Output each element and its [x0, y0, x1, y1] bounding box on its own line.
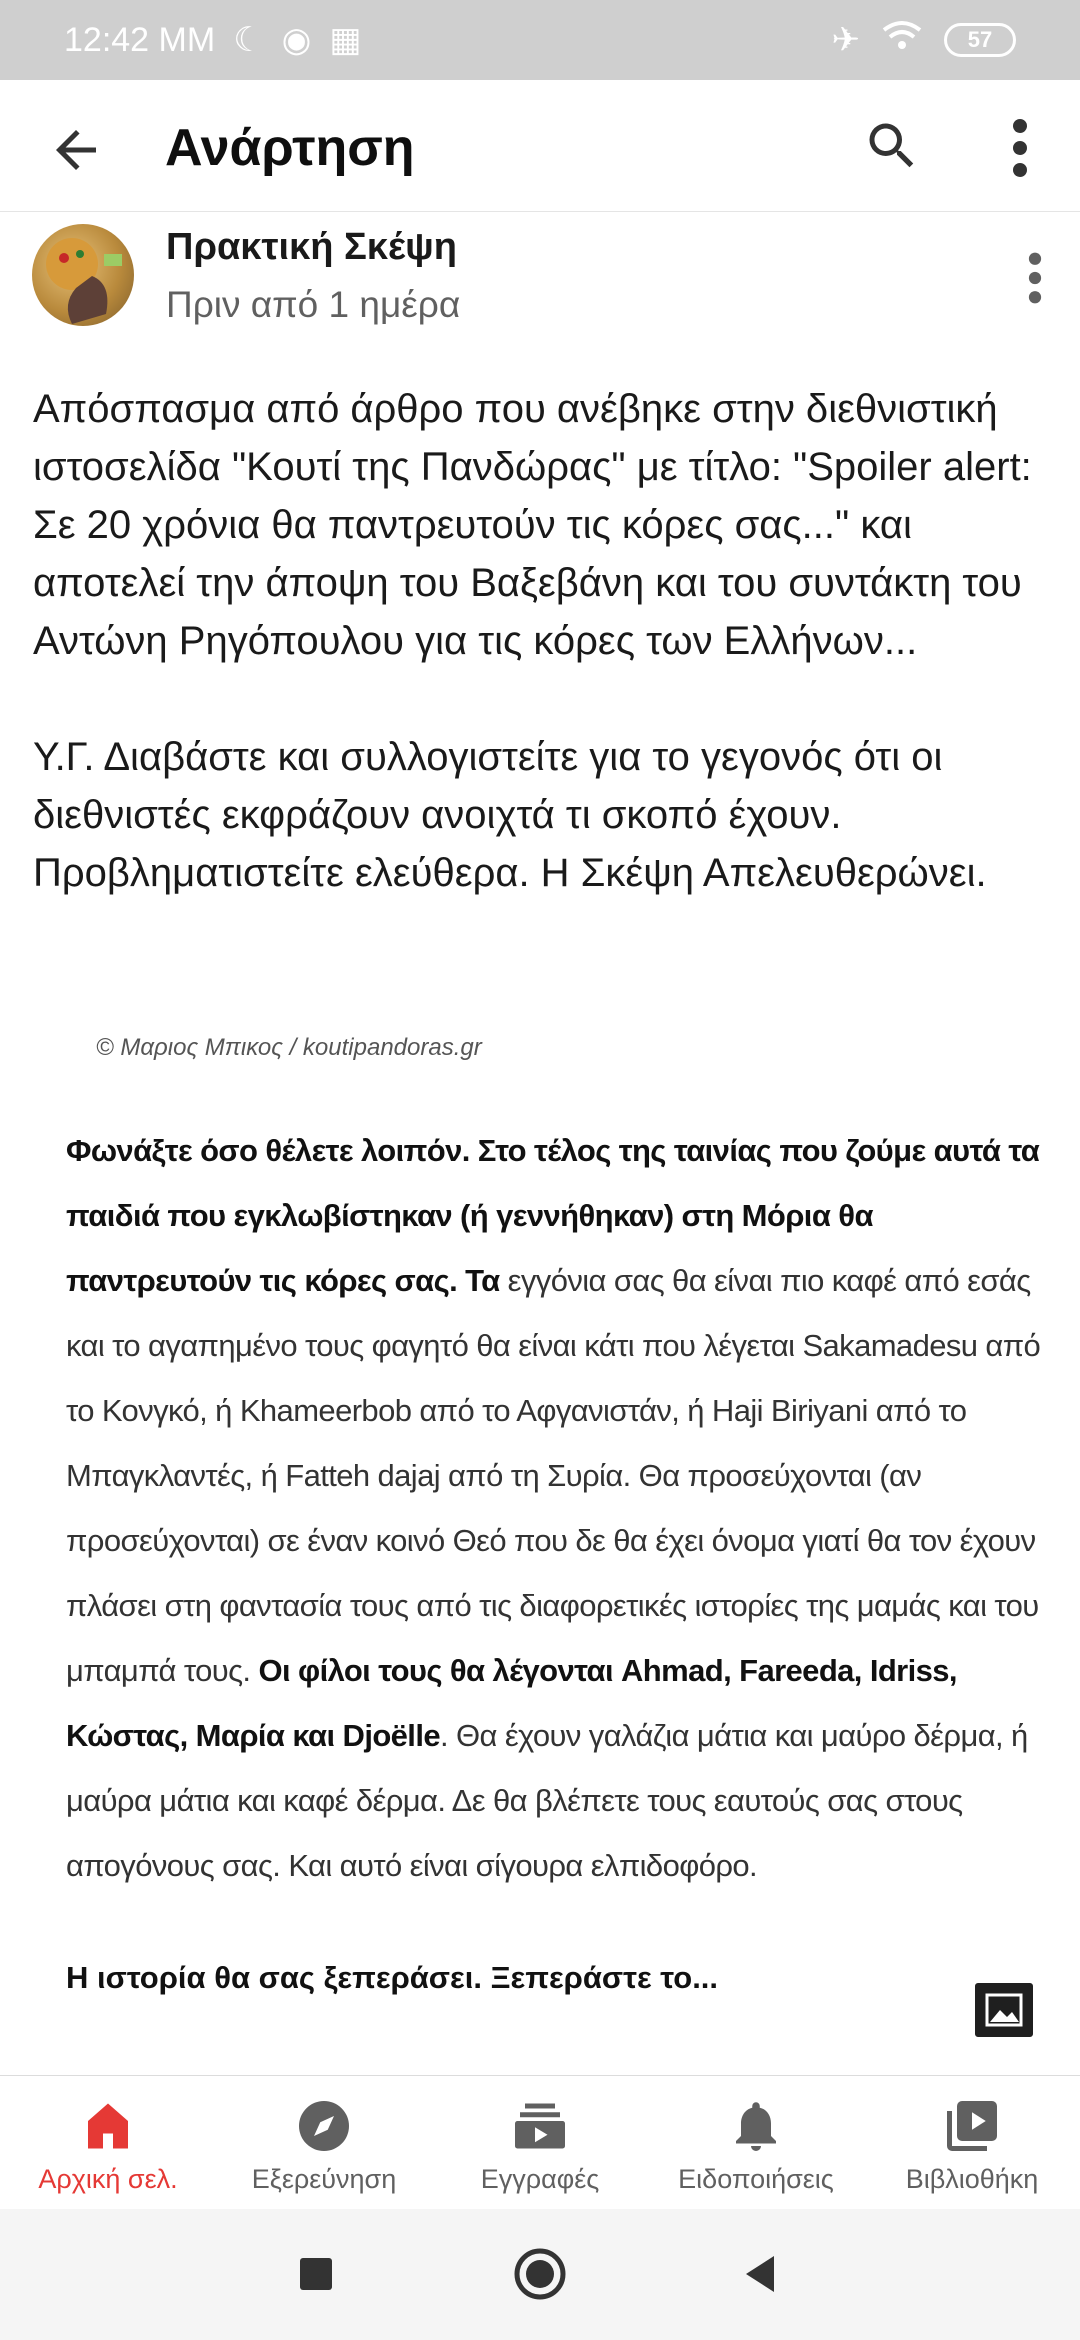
excerpt-bold-1: Φωνάξτε όσο θέλετε λοιπόν. Στο τέλος της ταινίας που ζούμε αυτά τα παιδιά που εγκλωβίστηκαν (ή γεννήθηκαν) στη Μόρια θα παντρευτούν τις κόρες σας. Τα	[66, 1133, 1040, 1298]
search-icon[interactable]	[862, 116, 922, 176]
bell-icon	[726, 2096, 786, 2156]
post-image[interactable]	[34, 1020, 1080, 2070]
image-icon[interactable]	[972, 1980, 1036, 2040]
image-excerpt	[66, 1118, 1066, 1898]
image-credit: © Μαριος Μπικος / koutipandoras.gr	[96, 1034, 482, 1061]
post-paragraph-1: Απόσπασμα από άρθρο που ανέβηκε στην διεθνιστική ιστοσελίδα "Κουτί της Πανδώρας" με τίτλο: "Spoiler alert: Σε 20 χρόνια θα παντρευτούν τις κόρες σας..." και αποτελεί την άποψη του Βαξεβάνη και του συντάκτη του Αντώνη Ρηγόπουλου για τις κόρες των Ελλήνων...	[33, 387, 1032, 663]
post-time: Πριν από 1 ημέρα	[166, 284, 461, 325]
home-icon	[78, 2096, 138, 2156]
nav-label-notifications: Ειδοποιήσεις	[678, 2164, 834, 2194]
wifi-icon	[882, 20, 922, 61]
status-bar	[0, 0, 1080, 80]
airplane-icon: ✈	[831, 21, 860, 59]
library-icon	[942, 2096, 1002, 2156]
image-closing-line: Η ιστορία θα σας ξεπεράσει. Ξεπεράστε το...	[66, 1960, 719, 1995]
nav-item-library[interactable]	[864, 2076, 1080, 2209]
excerpt-regular-1: εγγόνια σας θα είναι πιο καφέ από εσάς και το αγαπημένο τους φαγητό θα είναι κάτι που λέγεται Sakamadesu από το Κονγκό, ή Khameerbob από το Αφγανιστάν, ή Haji Biriyani από το Μπαγκλαντές, ή Fatteh dajaj από τη Συρία. Θα προσεύχονται (αν προσεύχονται) σε έναν κοινό Θεό που δε θα έχει όνομα γιατί θα τον έχουν πλάσει στη φαντασία τους από τις διαφορετικές ιστορίες της μαμάς και του μπαμπά τους.	[66, 1263, 1041, 1688]
moon-icon: ☾	[233, 21, 264, 59]
recents-button-icon[interactable]	[296, 2244, 336, 2304]
channel-name[interactable]: Πρακτική Σκέψη	[166, 226, 457, 268]
back-arrow-icon[interactable]	[46, 120, 106, 180]
bottom-nav	[0, 2075, 1080, 2209]
nav-item-subscriptions[interactable]	[432, 2076, 648, 2209]
post-header	[0, 212, 1080, 362]
nav-item-home[interactable]	[0, 2076, 216, 2209]
messenger-icon: ◉	[281, 21, 312, 59]
subscriptions-icon	[510, 2096, 570, 2156]
post-more-icon[interactable]	[1025, 250, 1045, 306]
nav-label-subscriptions: Εγγραφές	[480, 2164, 600, 2194]
nav-item-notifications[interactable]	[648, 2076, 864, 2209]
more-vert-icon[interactable]	[1000, 116, 1040, 180]
back-button-icon[interactable]	[740, 2244, 780, 2304]
system-nav-bar	[0, 2209, 1080, 2340]
excerpt-bold-2: Οι φίλοι τους θα λέγονται Ahmad, Fareeda, Idriss, Κώστας, Μαρία και Djoëlle	[66, 1653, 957, 1753]
app-bar	[0, 80, 1080, 212]
nav-label-explore: Εξερεύνηση	[251, 2164, 397, 2194]
post-text	[33, 380, 1053, 960]
status-time: 12:42 MM	[64, 20, 216, 59]
calendar-icon: ▦	[329, 21, 362, 59]
nav-label-library: Βιβλιοθήκη	[905, 2164, 1039, 2194]
battery-indicator: 57	[944, 23, 1016, 57]
explore-icon	[294, 2096, 354, 2156]
nav-label-home: Αρχική σελ.	[38, 2164, 178, 2194]
page-title: Ανάρτηση	[165, 119, 415, 177]
excerpt-regular-2: . Θα έχουν γαλάζια μάτια και μαύρο δέρμα, ή μαύρα μάτια και καφέ δέρμα. Δε θα βλέπετε τους εαυτούς σας στους απογόνους σας. Και αυτό είναι σίγουρα ελπιδοφόρο.	[66, 1718, 1028, 1883]
channel-avatar[interactable]	[32, 224, 134, 326]
home-button-icon[interactable]	[512, 2244, 568, 2304]
nav-item-explore[interactable]	[216, 2076, 432, 2209]
post-paragraph-2: Υ.Γ. Διαβάστε και συλλογιστείτε για το γεγονός ότι οι διεθνιστές εκφράζουν ανοιχτά τι σκοπό έχουν. Προβληματιστείτε ελεύθερα. Η Σκέψη Απελευθερώνει.	[33, 735, 987, 895]
